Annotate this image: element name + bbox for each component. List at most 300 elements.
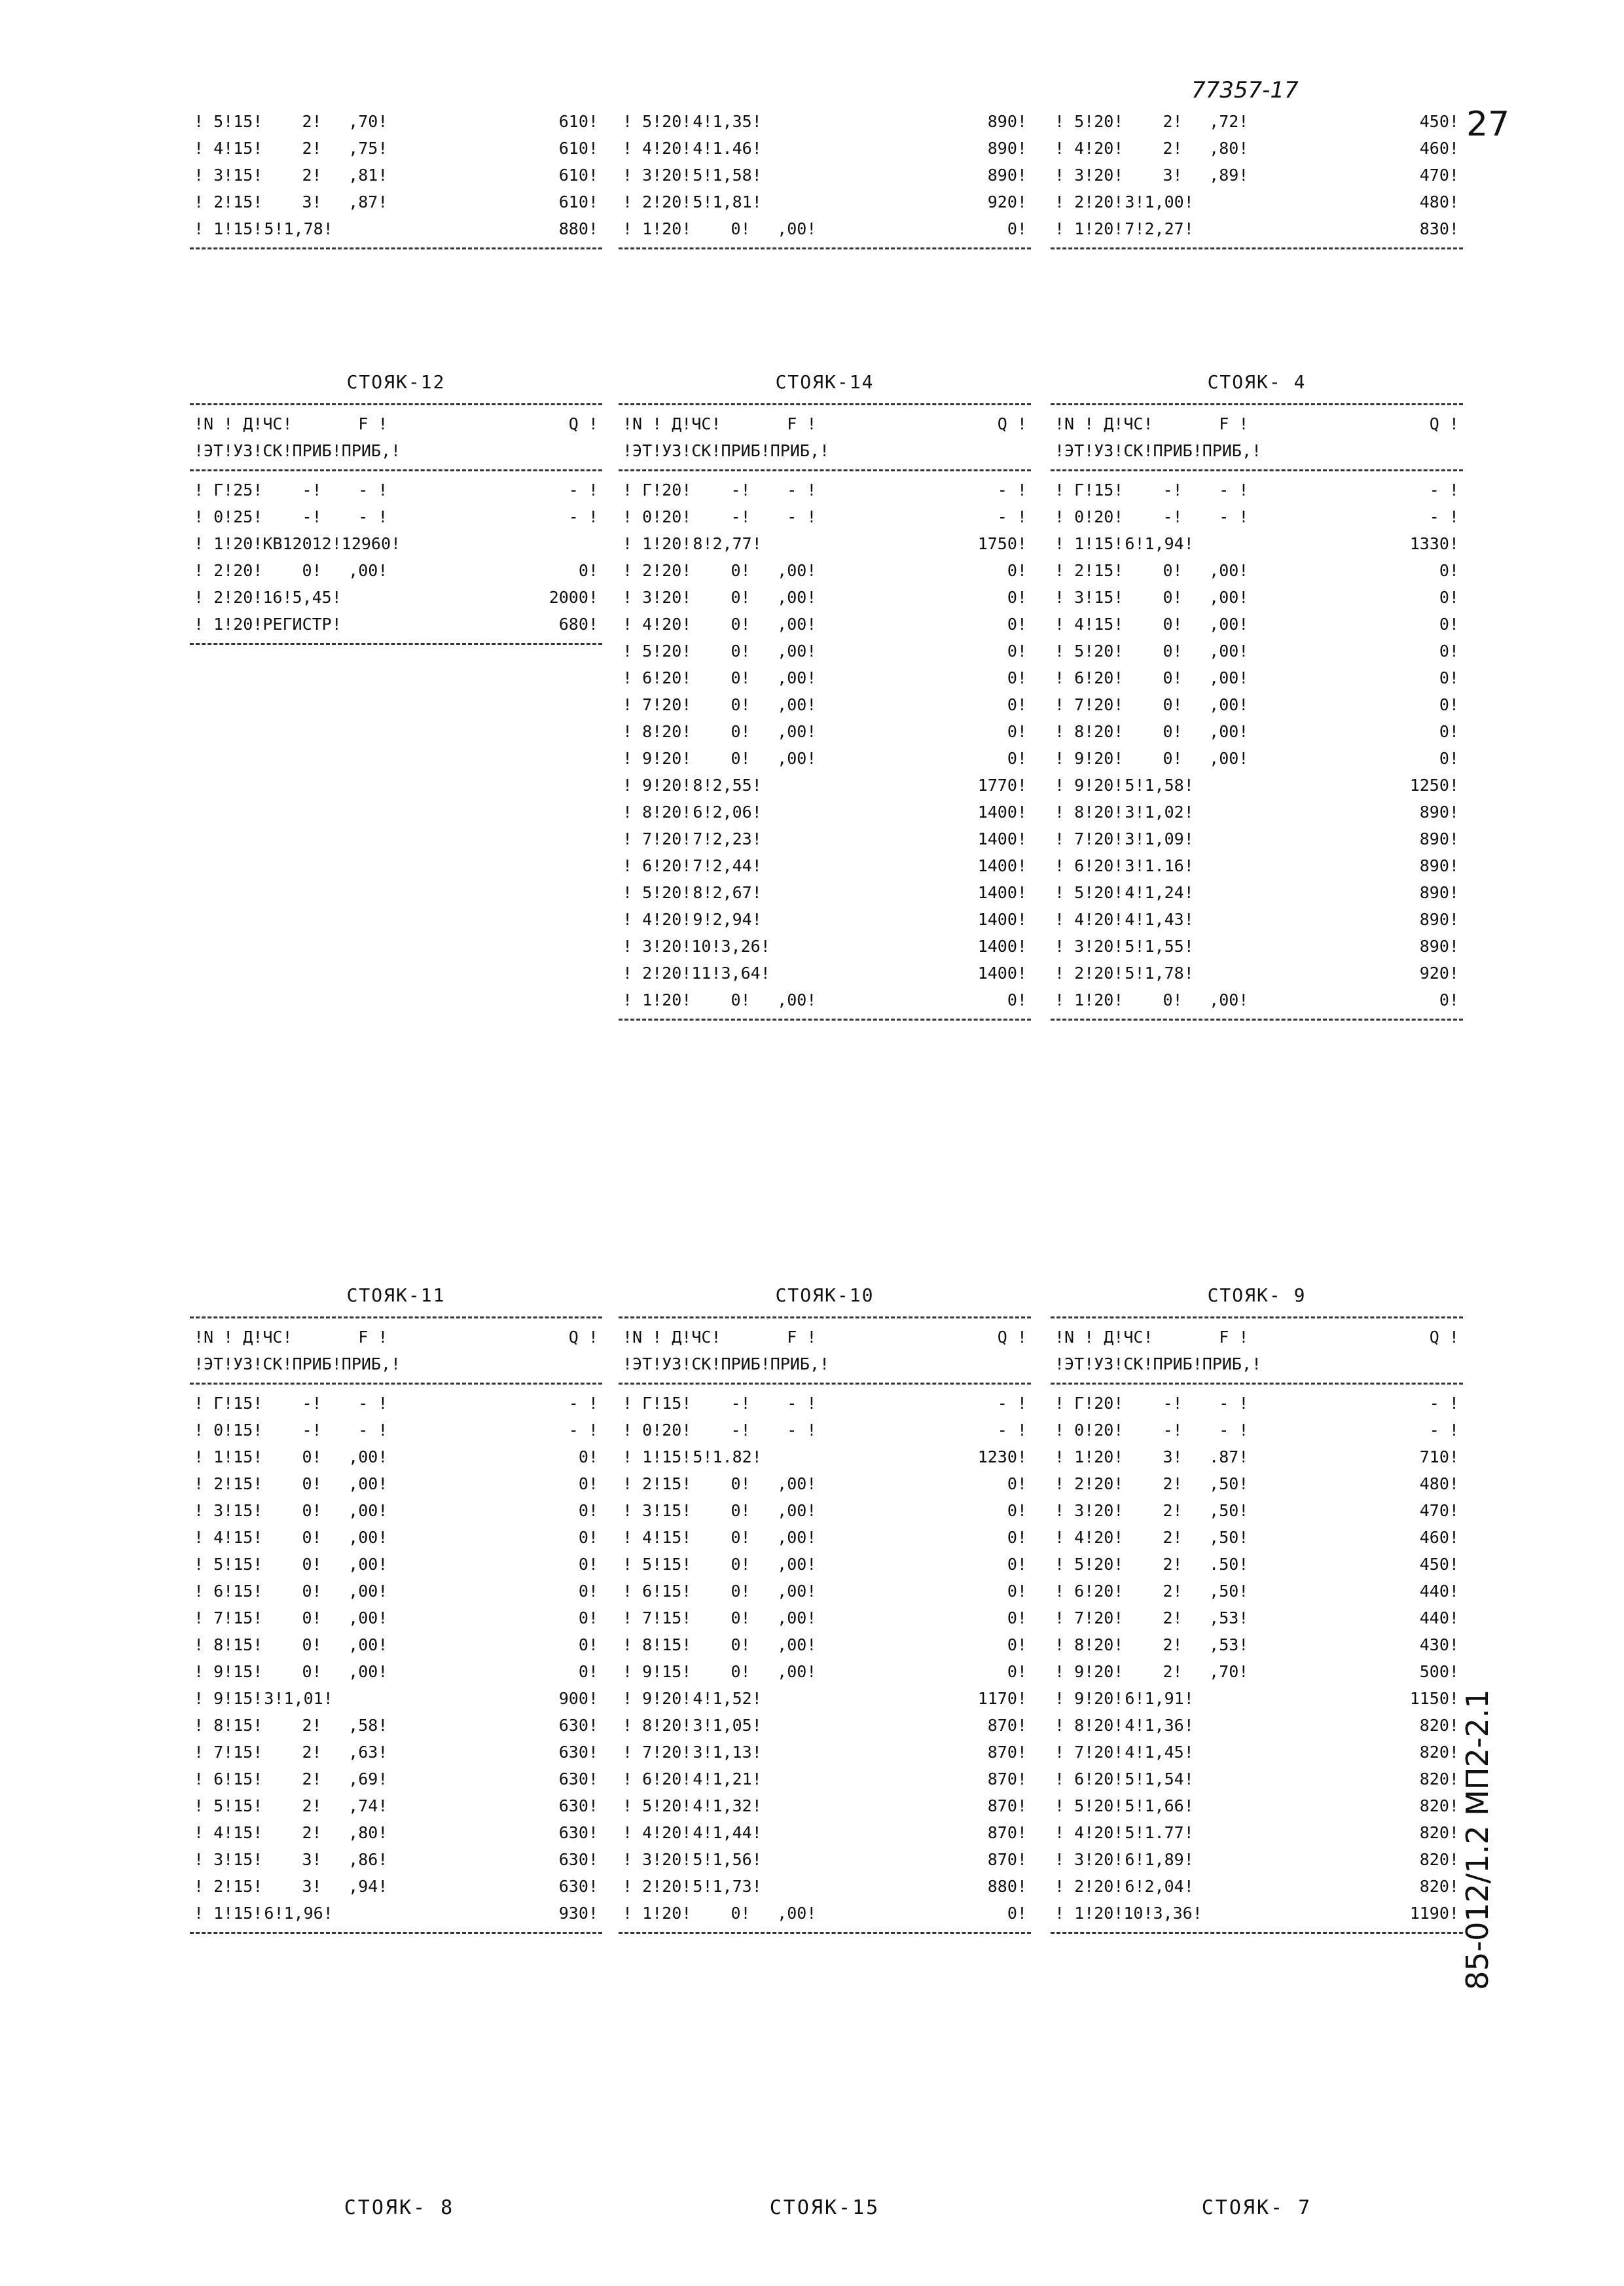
table-row-cell-4: 820! [1419, 1743, 1459, 1762]
table-row-cell-4: 0! [578, 561, 598, 580]
table-row-cell-3 [816, 1900, 915, 1927]
table-row-cell-2 [751, 189, 817, 215]
table-row [619, 1551, 1031, 1578]
table-row-cell-1: 3!1,09! [1125, 829, 1194, 848]
table-row-cell-4: 480! [1419, 1474, 1459, 1493]
table-row [1051, 1873, 1463, 1900]
table-row-cell-0: ! 9!15! [194, 1662, 263, 1681]
table-row-cell-0: ! 6!15! [194, 1769, 263, 1788]
table-row-cell-0: ! 1!20! [623, 990, 692, 1009]
table-row-cell-1: 5!1.82! [693, 1447, 762, 1466]
table-row-cell-1: 2! [302, 1796, 322, 1815]
table-row-cell-1: 0! [1163, 722, 1183, 741]
table-row-cell-1: 3!1,13! [693, 1743, 762, 1762]
table-row-cell-3 [816, 503, 915, 530]
table-row [1051, 1712, 1463, 1739]
table-row-cell-3 [816, 1658, 915, 1685]
table-row-cell-3 [1248, 1390, 1347, 1417]
table-row-cell-2: - ! [358, 481, 388, 499]
table-row-cell-2: ,00! [777, 1555, 817, 1574]
table-row [619, 215, 1031, 242]
table-row [1051, 215, 1463, 242]
table-row [190, 1873, 602, 1900]
table-row-cell-0: ! 5!15! [194, 1796, 263, 1815]
table-row-cell-0: ! 4!20! [623, 1823, 692, 1842]
table-row [619, 906, 1031, 933]
table-row-cell-2: ,70! [348, 112, 388, 131]
table-row-cell-4: 0! [578, 1635, 598, 1654]
table-row-cell-1: 0! [731, 561, 751, 580]
table-row-cell-1: 0! [731, 695, 751, 714]
table-row-cell-0: ! 4!20! [623, 910, 692, 929]
table-row-cell-3 [816, 799, 915, 826]
table-row [1051, 1417, 1463, 1443]
table-row-cell-4 [487, 530, 602, 557]
table-row-cell-4: 630! [558, 1823, 598, 1842]
table-row-cell-4: 0! [1007, 722, 1027, 741]
table-row [1051, 1551, 1463, 1578]
table-row-cell-3 [388, 135, 486, 162]
table-row-cell-4: 0! [1439, 695, 1459, 714]
table-row-cell-4: - ! [1429, 1421, 1459, 1440]
table-row-cell-3 [1248, 987, 1347, 1013]
table-row-cell-0: ! 2!20! [1055, 1474, 1124, 1493]
table-row-cell-3 [1248, 1846, 1347, 1873]
header-line-2-cell-4 [916, 437, 1031, 464]
table-row-cell-0: ! 1!20!10!3,36! [1055, 1904, 1202, 1923]
table-row-cell-2: - ! [1219, 1421, 1249, 1440]
table-row [1051, 584, 1463, 611]
table-row-cell-4: 470! [1419, 1501, 1459, 1520]
table-row-cell-3 [1248, 1578, 1347, 1605]
dashed-rule [1051, 403, 1463, 405]
table-row-cell-3 [388, 1578, 486, 1605]
table-row-cell-3 [388, 557, 486, 584]
table-row-cell-0: ! 6!20! [1055, 668, 1124, 687]
table-row-cell-0: ! 1!20! [623, 219, 692, 238]
table-row-cell-4: 0! [1439, 561, 1459, 580]
table-row-cell-2 [751, 162, 817, 189]
table-row-cell-2: .50! [1209, 1555, 1249, 1574]
table-row-cell-4: 1400! [977, 964, 1027, 983]
table-row-cell-1: 3! [302, 1850, 322, 1869]
table-row-cell-1: 0! [1163, 642, 1183, 661]
table-row-cell-2: ,50! [1209, 1582, 1249, 1601]
dashed-rule [190, 1316, 602, 1318]
table-row-cell-0: ! 2!15! [1055, 561, 1124, 580]
header-line-1-cell-1 [693, 410, 750, 437]
dashed-rule [190, 469, 602, 471]
header-line-1-cell-4: Q ! [1429, 414, 1459, 433]
table-row-cell-2: ,00! [777, 1662, 817, 1681]
table-row-cell-2 [751, 1712, 817, 1739]
table-row-cell-3 [388, 1846, 486, 1873]
table-title: СТОЯК-11 [346, 1284, 446, 1306]
table-row-cell-4: 460! [1419, 1528, 1459, 1547]
table-row-cell-0: ! 2!20! [1055, 1877, 1124, 1896]
table-row [1051, 1846, 1463, 1873]
table-row-cell-2 [1183, 906, 1249, 933]
table-row-cell-3 [816, 879, 915, 906]
table-row-cell-1: 2! [1163, 112, 1183, 131]
table-row-cell-0: ! 7!15! [194, 1743, 263, 1762]
table-row-cell-3 [1248, 1417, 1347, 1443]
dashed-rule [190, 643, 602, 645]
table-row-cell-2 [751, 1846, 817, 1873]
table-row [1051, 960, 1463, 987]
table-row-cell-4: 0! [578, 1662, 598, 1681]
table-top_fragments-0 [190, 108, 602, 255]
table-row-cell-2: ,00! [777, 561, 817, 580]
table-row-cell-0: ! 3!20! [623, 1850, 692, 1869]
table-row [619, 772, 1031, 799]
table-row-cell-1: 5!1,54! [1125, 1769, 1194, 1788]
table-row-cell-0: ! 2!15! [194, 1877, 263, 1896]
header-line-2-cell-3 [816, 1351, 915, 1377]
table-row-cell-1: 0! [302, 1635, 322, 1654]
table-row [1051, 1658, 1463, 1685]
table-row-cell-4: 0! [1007, 219, 1027, 238]
table-row-cell-2: ,00! [777, 1528, 817, 1547]
table-row-cell-4: 1400! [977, 937, 1027, 956]
table-row-cell-0: ! 8!20! [1055, 1635, 1124, 1654]
dashed-rule [1051, 1383, 1463, 1385]
table-row-cell-0: ! 7!20! [1055, 1608, 1124, 1627]
table-row-cell-1: 0! [302, 1662, 322, 1681]
table-row-cell-4: 0! [1007, 642, 1027, 661]
table-title: СТОЯК-12 [346, 371, 446, 393]
page-number: 27 [1466, 105, 1510, 144]
table-row-cell-2: ,50! [1209, 1474, 1249, 1493]
table-row-cell-4: 0! [1007, 561, 1027, 580]
table-row-cell-3 [1248, 1497, 1347, 1524]
table-row-cell-1: -! [1163, 507, 1183, 526]
table-row-cell-4: 0! [1007, 1582, 1027, 1601]
table-row-cell-3 [1248, 1900, 1347, 1927]
table-row-cell-1: 5!1,58! [1125, 776, 1194, 795]
table-row-cell-1: 0! [731, 1474, 751, 1493]
table-row-cell-1: 5!1,73! [693, 1877, 762, 1896]
table-row-cell-0: ! Г!25! [194, 481, 263, 499]
header-line-2-cell-2 [322, 437, 388, 464]
table-row-cell-4: 0! [578, 1582, 598, 1601]
table-row-cell-4: - ! [997, 507, 1027, 526]
table-row-cell-3 [816, 987, 915, 1013]
table-row-cell-3 [816, 477, 915, 503]
table-row-cell-4: 0! [1439, 749, 1459, 768]
table-row [190, 189, 602, 215]
table-row [619, 1873, 1031, 1900]
table-row-cell-2: ,00! [777, 642, 817, 661]
table-row-cell-1: 0! [731, 588, 751, 607]
table-row-cell-4: 500! [1419, 1662, 1459, 1681]
dashed-rule [619, 247, 1031, 249]
table-row-cell-3 [1248, 530, 1347, 557]
header-line-1-cell-3 [1248, 410, 1347, 437]
table-row-cell-2 [1183, 933, 1249, 960]
table-row-cell-1: 2! [1163, 1528, 1183, 1547]
table-row [190, 1578, 602, 1605]
table-row-cell-2 [1183, 215, 1249, 242]
table-row-cell-0: ! 9!15! [623, 1662, 692, 1681]
table-row-cell-2 [1183, 960, 1249, 987]
header-line-2-cell-2 [1183, 1351, 1249, 1377]
table-row [1051, 852, 1463, 879]
table-row-cell-0: ! 1!15! [1055, 534, 1124, 553]
table-row-cell-4: 870! [987, 1850, 1027, 1869]
table-row-cell-0: ! 5!20! [1055, 642, 1124, 661]
table-top_fragments-1 [619, 108, 1031, 255]
table-row-cell-2 [751, 1685, 817, 1712]
table-row-cell-3 [1248, 1443, 1347, 1470]
table-row-cell-3 [816, 1685, 915, 1712]
table-row [190, 162, 602, 189]
table-row [190, 1658, 602, 1685]
table-row-cell-4: 1400! [977, 883, 1027, 902]
table-row [619, 1605, 1031, 1631]
table-top_fragments-2 [1051, 108, 1463, 255]
table-row [1051, 1739, 1463, 1766]
table-row-cell-4: 0! [1007, 615, 1027, 634]
table-row-cell-1: 3!1,02! [1125, 803, 1194, 822]
table-row [619, 1443, 1031, 1470]
table-row-cell-2: ,00! [777, 615, 817, 634]
table-row-cell-2 [1183, 1846, 1249, 1873]
table-row-cell-1: 2! [302, 112, 322, 131]
table-row-cell-3 [816, 1524, 915, 1551]
table-row-cell-3 [1248, 799, 1347, 826]
table-row-cell-0: ! 5!20! [1055, 1555, 1124, 1574]
table-row-cell-1: 0! [731, 1528, 751, 1547]
table-row-cell-2: ,00! [1209, 561, 1249, 580]
table-row [619, 745, 1031, 772]
table-row-cell-2: ,89! [1209, 166, 1249, 185]
table-row [1051, 530, 1463, 557]
table-row-cell-1: 3!1,01! [264, 1689, 333, 1708]
table-tables_row1-1 [619, 367, 1031, 1026]
table-row [619, 1497, 1031, 1524]
table-row-cell-3 [388, 1819, 486, 1846]
table-row-cell-0: ! 2!20! [623, 561, 692, 580]
table-row-cell-3 [1248, 108, 1347, 135]
table-row-cell-3 [816, 1819, 915, 1846]
table-row-cell-0: ! 5!20! [1055, 1796, 1124, 1815]
table-row-cell-1: -! [1163, 481, 1183, 499]
table-row-cell-2: ,00! [777, 1904, 817, 1923]
table-row-cell-4: 680! [558, 615, 598, 634]
table-row [1051, 826, 1463, 852]
table-row-cell-1: -! [1163, 1394, 1183, 1413]
table-row-cell-2: ,00! [777, 1608, 817, 1627]
table-row [619, 1390, 1031, 1417]
table-row-cell-1: 5!1,66! [1125, 1796, 1194, 1815]
header-line-2-cell-0: !ЭТ!УЗ!СК!ПРИБ!ПРИБ,! [623, 441, 830, 460]
table-row-cell-3 [1248, 1819, 1347, 1846]
table-row-cell-3 [388, 1631, 486, 1658]
table-row-cell-2 [751, 772, 817, 799]
table-row [190, 1470, 602, 1497]
table-row [190, 611, 602, 638]
table-row-cell-2: ,00! [777, 1474, 817, 1493]
table-row-cell-2 [1183, 1873, 1249, 1900]
table-row-cell-2: ,00! [348, 1528, 388, 1547]
table-row-cell-4: 0! [1007, 1635, 1027, 1654]
table-row-cell-4: 2000! [549, 588, 598, 607]
table-row-cell-2: ,00! [777, 668, 817, 687]
table-row-cell-3 [1248, 1551, 1347, 1578]
table-row-cell-2: - ! [1219, 1394, 1249, 1413]
table-row-cell-2: ,00! [777, 588, 817, 607]
table-row-cell-0: ! 9!20! [623, 1689, 692, 1708]
table-row [619, 1524, 1031, 1551]
table-row-cell-3 [1248, 745, 1347, 772]
header-line-1-cell-2: F ! [1219, 1328, 1249, 1347]
table-row-cell-2 [1183, 1739, 1249, 1766]
table-row-cell-3 [816, 718, 915, 745]
table-row [1051, 1792, 1463, 1819]
header-line-1 [190, 410, 602, 437]
table-row-cell-4: - ! [1429, 1394, 1459, 1413]
table-row [190, 108, 602, 135]
table-row [619, 799, 1031, 826]
table-row [619, 1792, 1031, 1819]
table-row-cell-0: ! 2!15! [194, 1474, 263, 1493]
table-row-cell-2 [322, 1685, 388, 1712]
table-row-cell-3 [388, 215, 486, 242]
table-row-cell-2: ,70! [1209, 1662, 1249, 1681]
table-row [190, 1739, 602, 1766]
table-row-cell-1: 0! [302, 1501, 322, 1520]
table-row [619, 503, 1031, 530]
table-row-cell-1: 6!1,96! [264, 1904, 333, 1923]
table-row-cell-1: 3! [302, 1877, 322, 1896]
table-row [1051, 1685, 1463, 1712]
table-row-cell-1: 0! [1163, 990, 1183, 1009]
table-row [619, 477, 1031, 503]
table-row-cell-3 [816, 1766, 915, 1792]
table-row-cell-1: 4!1,21! [693, 1769, 762, 1788]
table-row [619, 826, 1031, 852]
dashed-rule [619, 1019, 1031, 1021]
table-row-cell-0: ! 1!15! [194, 1447, 263, 1466]
header-line-1-cell-2: F ! [787, 1328, 817, 1347]
table-row-cell-3 [388, 584, 486, 611]
table-row-cell-3 [816, 852, 915, 879]
table-row-cell-3 [1248, 933, 1347, 960]
table-row-cell-1: -! [302, 481, 322, 499]
table-row-cell-0: ! Г!15! [623, 1394, 692, 1413]
table-row-cell-4: 0! [1007, 1474, 1027, 1493]
table-row-cell-2: ,00! [1209, 695, 1249, 714]
table-row-cell-2: ,00! [777, 695, 817, 714]
table-row-cell-2: ,72! [1209, 112, 1249, 131]
table-row-cell-1: 2! [302, 1823, 322, 1842]
table-row-cell-4: 430! [1419, 1635, 1459, 1654]
table-row-cell-4: 630! [558, 1850, 598, 1869]
table-row-cell-0: ! 3!15! [623, 1501, 692, 1520]
table-row [1051, 987, 1463, 1013]
table-row-cell-2 [1183, 799, 1249, 826]
table-row-cell-1: 2! [302, 1716, 322, 1735]
table-row [1051, 718, 1463, 745]
table-row [1051, 799, 1463, 826]
table-row-cell-3 [388, 503, 486, 530]
table-row-cell-4: 820! [1419, 1769, 1459, 1788]
header-line-2-cell-0: !ЭТ!УЗ!СК!ПРИБ!ПРИБ,! [623, 1354, 830, 1373]
table-row-cell-2 [751, 135, 817, 162]
table-row-cell-3 [816, 1578, 915, 1605]
table-row-cell-0: ! 2!20!11!3,64! [623, 964, 770, 983]
table-row [190, 1819, 602, 1846]
table-row-cell-3 [1248, 1524, 1347, 1551]
table-row-cell-4: 0! [578, 1608, 598, 1627]
table-row-cell-2: ,74! [348, 1796, 388, 1815]
table-row-cell-3 [816, 772, 915, 799]
header-line-2-cell-1 [693, 1351, 750, 1377]
table-title: СТОЯК-14 [775, 371, 875, 393]
table-row-cell-4: 0! [1439, 642, 1459, 661]
table-row [619, 1766, 1031, 1792]
table-row-cell-4: 870! [987, 1716, 1027, 1735]
table-row [190, 530, 602, 557]
table-row-cell-4: 920! [987, 192, 1027, 211]
table-row-cell-1: 4!1,44! [693, 1823, 762, 1842]
table-row [1051, 1443, 1463, 1470]
table-row-cell-3 [388, 108, 486, 135]
table-row-cell-3 [388, 1766, 486, 1792]
table-row [190, 135, 602, 162]
table-row-cell-3 [816, 960, 915, 987]
table-row-cell-4: 820! [1419, 1877, 1459, 1896]
table-row-cell-1: 8!2,77! [693, 534, 762, 553]
table-row-cell-1: 0! [731, 1635, 751, 1654]
table-row-cell-0: ! 4!20! [1055, 1823, 1124, 1842]
table-row [619, 1819, 1031, 1846]
table-row-cell-1: 0! [731, 615, 751, 634]
table-row-cell-3 [1248, 1739, 1347, 1766]
table-row-cell-2: ,80! [1209, 139, 1249, 158]
table-row-cell-4: 890! [1419, 883, 1459, 902]
table-row-cell-2: ,80! [348, 1823, 388, 1842]
header-line-2-cell-4 [1348, 1351, 1463, 1377]
table-row-cell-4: 0! [1439, 588, 1459, 607]
table-row-cell-4: - ! [568, 1394, 598, 1413]
table-row-cell-4: 900! [558, 1689, 598, 1708]
header-line-2-cell-3 [816, 437, 915, 464]
table-row-cell-0: ! 0!20! [1055, 507, 1124, 526]
table-row-cell-3 [816, 1605, 915, 1631]
table-row-cell-1: -! [302, 507, 322, 526]
header-line-1-cell-4: Q ! [568, 1328, 598, 1347]
table-row-cell-0: ! 8!20! [1055, 1716, 1124, 1735]
table-row-cell-0: ! 6!20! [1055, 1582, 1124, 1601]
table-row-cell-1: 0! [731, 219, 751, 238]
header-line-1-cell-4: Q ! [997, 414, 1027, 433]
table-row-cell-4: 880! [558, 219, 598, 238]
table-row-cell-3 [388, 1605, 486, 1631]
table-row-cell-0: ! 4!15! [194, 139, 263, 158]
table-row-cell-4: 480! [1419, 192, 1459, 211]
table-row-cell-1: 4!1,36! [1125, 1716, 1194, 1735]
header-line-1-cell-3 [388, 1324, 486, 1351]
table-row-cell-3 [1248, 638, 1347, 664]
table-row-cell-0: ! 4!15! [623, 1528, 692, 1547]
table-row [190, 1900, 602, 1927]
header-line-1-cell-2: F ! [787, 414, 817, 433]
table-row-cell-3 [816, 1846, 915, 1873]
table-row-cell-1: 5!1,81! [693, 192, 762, 211]
header-line-1-cell-1 [693, 1324, 750, 1351]
